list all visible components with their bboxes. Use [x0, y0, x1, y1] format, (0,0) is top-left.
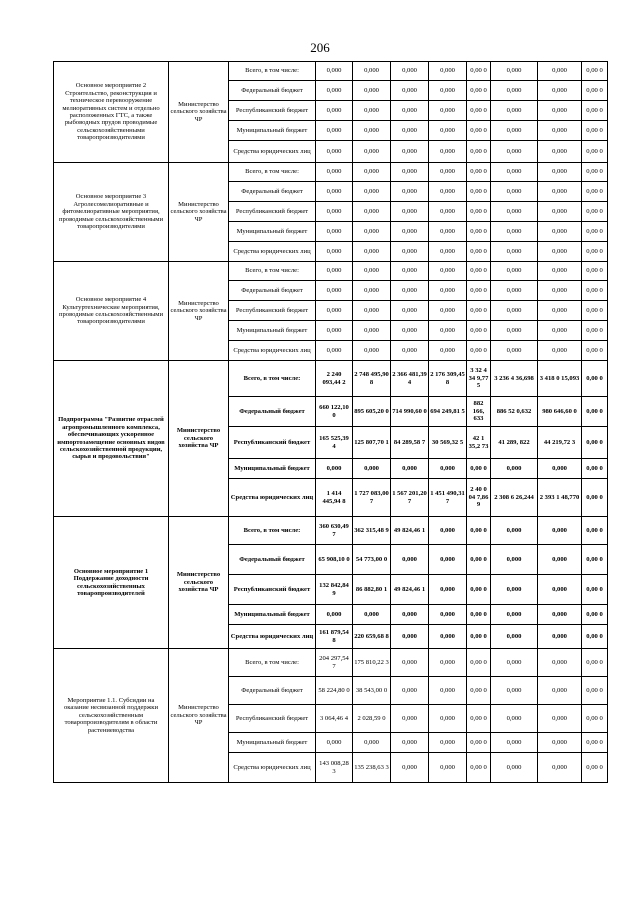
- value-cell: 0,000: [429, 202, 467, 222]
- value-cell: 0,000: [316, 281, 353, 301]
- value-cell: 49 824,46 1: [391, 517, 429, 545]
- value-cell: 0,00 0: [582, 341, 608, 361]
- value-cell: 0,000: [429, 341, 467, 361]
- funding-source-cell: Муниципальный бюджет: [229, 733, 316, 753]
- value-cell: 0,00 0: [467, 605, 491, 625]
- value-cell: 0,00 0: [582, 222, 608, 242]
- value-cell: 0,00 0: [467, 262, 491, 281]
- value-cell: 0,00 0: [582, 427, 608, 459]
- value-cell: 2 028,59 0: [353, 705, 391, 733]
- value-cell: 44 219,72 3: [538, 427, 582, 459]
- value-cell: 0,000: [538, 101, 582, 121]
- value-cell: 0,000: [538, 182, 582, 202]
- value-cell: 0,00 0: [467, 62, 491, 81]
- value-cell: 0,000: [538, 281, 582, 301]
- value-cell: 38 543,00 0: [353, 677, 391, 705]
- value-cell: 3 064,46 4: [316, 705, 353, 733]
- funding-source-cell: Республиканский бюджет: [229, 301, 316, 321]
- value-cell: 0,00 0: [467, 182, 491, 202]
- table-row: [54, 649, 608, 677]
- value-cell: 175 810,22 3: [353, 649, 391, 677]
- value-cell: 49 824,46 1: [391, 575, 429, 605]
- value-cell: 0,000: [491, 202, 538, 222]
- funding-source-cell: Федеральный бюджет: [229, 677, 316, 705]
- value-cell: 0,000: [538, 163, 582, 182]
- value-cell: 0,000: [429, 649, 467, 677]
- value-cell: 0,000: [491, 141, 538, 163]
- value-cell: 0,00 0: [582, 705, 608, 733]
- value-cell: 0,000: [353, 101, 391, 121]
- value-cell: 2 366 481,39 4: [391, 361, 429, 397]
- value-cell: 0,000: [353, 733, 391, 753]
- value-cell: 0,000: [353, 605, 391, 625]
- value-cell: 0,000: [538, 141, 582, 163]
- value-cell: 0,000: [538, 677, 582, 705]
- value-cell: 0,000: [429, 321, 467, 341]
- funding-source-cell: Всего, в том числе:: [229, 361, 316, 397]
- value-cell: 0,000: [538, 705, 582, 733]
- value-cell: 0,00 0: [467, 677, 491, 705]
- value-cell: 895 605,20 0: [353, 397, 391, 427]
- value-cell: 0,000: [491, 753, 538, 783]
- value-cell: 0,000: [491, 163, 538, 182]
- value-cell: 0,000: [491, 649, 538, 677]
- value-cell: 0,00 0: [582, 101, 608, 121]
- value-cell: 0,000: [429, 301, 467, 321]
- value-cell: 0,000: [491, 281, 538, 301]
- value-cell: 0,00 0: [582, 262, 608, 281]
- value-cell: 0,000: [538, 649, 582, 677]
- funding-source-cell: Средства юридических лиц: [229, 625, 316, 649]
- value-cell: 0,000: [316, 141, 353, 163]
- page-number: 206: [310, 40, 330, 55]
- value-cell: 0,00 0: [467, 101, 491, 121]
- funding-source-cell: Республиканский бюджет: [229, 705, 316, 733]
- funding-source-cell: Всего, в том числе:: [229, 517, 316, 545]
- program-name-cell: Подпрограмма "Развитие отраслей агропромышленного комплекса, обеспечивающих ускоренное импортозамещение основных видов сельскохозяйственной продукции, сырья и продовольствия": [54, 361, 169, 517]
- value-cell: 0,00 0: [582, 301, 608, 321]
- value-cell: 0,000: [429, 733, 467, 753]
- table-row: [54, 62, 608, 81]
- funding-source-cell: Федеральный бюджет: [229, 397, 316, 427]
- value-cell: 0,00 0: [467, 301, 491, 321]
- value-cell: 0,00 0: [467, 753, 491, 783]
- value-cell: 0,000: [353, 301, 391, 321]
- value-cell: 0,00 0: [582, 733, 608, 753]
- value-cell: 0,000: [429, 222, 467, 242]
- table-row: [54, 361, 608, 397]
- funding-source-cell: Республиканский бюджет: [229, 575, 316, 605]
- value-cell: 58 224,80 0: [316, 677, 353, 705]
- value-cell: 1 727 083,00 7: [353, 479, 391, 517]
- value-cell: 0,000: [353, 163, 391, 182]
- value-cell: 0,000: [429, 81, 467, 101]
- value-cell: 0,000: [353, 81, 391, 101]
- value-cell: 0,000: [429, 141, 467, 163]
- value-cell: 0,000: [316, 121, 353, 141]
- value-cell: 0,000: [391, 242, 429, 262]
- value-cell: 714 990,60 0: [391, 397, 429, 427]
- value-cell: 0,000: [316, 321, 353, 341]
- value-cell: 132 842,84 9: [316, 575, 353, 605]
- value-cell: 0,00 0: [582, 62, 608, 81]
- value-cell: 0,00 0: [582, 321, 608, 341]
- value-cell: 0,00 0: [582, 545, 608, 575]
- value-cell: 0,000: [429, 459, 467, 479]
- funding-source-cell: Муниципальный бюджет: [229, 459, 316, 479]
- value-cell: 0,000: [538, 121, 582, 141]
- value-cell: 694 249,81 5: [429, 397, 467, 427]
- value-cell: 0,000: [491, 605, 538, 625]
- value-cell: 0,000: [538, 605, 582, 625]
- value-cell: 0,000: [353, 141, 391, 163]
- value-cell: 0,000: [316, 341, 353, 361]
- value-cell: 0,00 0: [582, 677, 608, 705]
- value-cell: 2 40 0 04 7,86 9: [467, 479, 491, 517]
- program-name-cell: Основное мероприятие 4 Культуртехнические мероприятия, проводимые сельскохозяйственными товаропроизводителями: [54, 262, 169, 361]
- funding-source-cell: Всего, в том числе:: [229, 649, 316, 677]
- value-cell: 0,000: [538, 459, 582, 479]
- value-cell: 0,00 0: [467, 222, 491, 242]
- funding-source-cell: Федеральный бюджет: [229, 182, 316, 202]
- value-cell: 0,000: [391, 649, 429, 677]
- value-cell: 0,00 0: [467, 341, 491, 361]
- value-cell: 0,00 0: [582, 605, 608, 625]
- value-cell: 0,000: [391, 605, 429, 625]
- value-cell: 0,000: [429, 625, 467, 649]
- value-cell: 0,00 0: [467, 545, 491, 575]
- value-cell: 0,00 0: [582, 281, 608, 301]
- program-name-cell: Основное мероприятие 2 Строительство, реконструкция и техническое перевооружение мелиоративных систем и отдельно расположенных ГТС, а также рыбоводных прудов проводимые сельскохозяйственными товаропроизводителями: [54, 62, 169, 163]
- value-cell: 886 52 0,632: [491, 397, 538, 427]
- value-cell: 0,00 0: [582, 625, 608, 649]
- funding-source-cell: Средства юридических лиц: [229, 753, 316, 783]
- value-cell: 0,000: [391, 705, 429, 733]
- value-cell: 84 289,58 7: [391, 427, 429, 459]
- value-cell: 0,000: [538, 517, 582, 545]
- table-row: [54, 517, 608, 545]
- value-cell: 0,000: [429, 545, 467, 575]
- value-cell: 882 166, 633: [467, 397, 491, 427]
- value-cell: 125 807,70 1: [353, 427, 391, 459]
- program-name-cell: Мероприятие 1.1. Субсидии на оказание несвязанной поддержки сельскохозяйственным товаропроизводителям в области растениеводства: [54, 649, 169, 783]
- funding-source-cell: Муниципальный бюджет: [229, 605, 316, 625]
- value-cell: 0,000: [353, 62, 391, 81]
- funding-source-cell: Муниципальный бюджет: [229, 121, 316, 141]
- executor-cell: Министерство сельского хозяйства ЧР: [169, 361, 229, 517]
- funding-source-cell: Средства юридических лиц: [229, 242, 316, 262]
- value-cell: 0,00 0: [467, 281, 491, 301]
- value-cell: 2 240 093,44 2: [316, 361, 353, 397]
- value-cell: 0,00 0: [467, 625, 491, 649]
- value-cell: 0,000: [491, 517, 538, 545]
- value-cell: 0,000: [429, 242, 467, 262]
- executor-cell: Министерство сельского хозяйства ЧР: [169, 649, 229, 783]
- value-cell: 0,000: [538, 202, 582, 222]
- value-cell: 0,000: [491, 182, 538, 202]
- value-cell: 0,000: [538, 242, 582, 262]
- value-cell: 0,000: [316, 62, 353, 81]
- value-cell: 0,000: [391, 163, 429, 182]
- value-cell: 0,00 0: [467, 163, 491, 182]
- value-cell: 0,000: [391, 753, 429, 783]
- value-cell: 0,000: [491, 222, 538, 242]
- value-cell: 0,000: [391, 321, 429, 341]
- value-cell: 0,00 0: [467, 733, 491, 753]
- value-cell: 161 879,54 8: [316, 625, 353, 649]
- value-cell: 135 238,63 3: [353, 753, 391, 783]
- value-cell: 3 32 4 34 9,77 5: [467, 361, 491, 397]
- program-name-cell: Основное мероприятие 3 Агролесомелиоративные и фитомелиоративные мероприятия, проводимые сельскохозяйственными товаропроизводителями: [54, 163, 169, 262]
- value-cell: 0,000: [538, 733, 582, 753]
- value-cell: 0,000: [491, 242, 538, 262]
- funding-source-cell: Республиканский бюджет: [229, 202, 316, 222]
- value-cell: 0,000: [538, 262, 582, 281]
- value-cell: 0,000: [491, 262, 538, 281]
- value-cell: 660 122,10 0: [316, 397, 353, 427]
- table-row: [54, 262, 608, 281]
- value-cell: 980 646,60 0: [538, 397, 582, 427]
- value-cell: 0,000: [538, 81, 582, 101]
- value-cell: 204 297,54 7: [316, 649, 353, 677]
- value-cell: 0,000: [429, 121, 467, 141]
- funding-source-cell: Средства юридических лиц: [229, 479, 316, 517]
- program-name-cell: Основное мероприятие 1 Поддержание доходности сельскохозяйственных товаропроизводителей: [54, 517, 169, 649]
- value-cell: 0,000: [491, 575, 538, 605]
- value-cell: 0,000: [491, 705, 538, 733]
- funding-source-cell: Всего, в том числе:: [229, 262, 316, 281]
- value-cell: 0,00 0: [467, 81, 491, 101]
- value-cell: 0,000: [538, 222, 582, 242]
- value-cell: 0,000: [353, 202, 391, 222]
- value-cell: 0,000: [429, 262, 467, 281]
- budget-table: [53, 61, 608, 783]
- value-cell: 0,000: [391, 301, 429, 321]
- value-cell: 0,000: [491, 301, 538, 321]
- value-cell: 0,000: [316, 301, 353, 321]
- value-cell: 0,000: [429, 677, 467, 705]
- value-cell: 0,000: [491, 677, 538, 705]
- value-cell: 1 414 445,94 8: [316, 479, 353, 517]
- value-cell: 0,000: [429, 281, 467, 301]
- value-cell: 0,00 0: [467, 121, 491, 141]
- value-cell: 0,000: [491, 101, 538, 121]
- value-cell: 2 308 6 26,244: [491, 479, 538, 517]
- value-cell: 0,000: [316, 222, 353, 242]
- value-cell: 0,000: [316, 262, 353, 281]
- value-cell: 0,00 0: [467, 705, 491, 733]
- funding-source-cell: Средства юридических лиц: [229, 341, 316, 361]
- value-cell: 360 630,49 7: [316, 517, 353, 545]
- executor-cell: Министерство сельского хозяйства ЧР: [169, 62, 229, 163]
- value-cell: 0,000: [429, 182, 467, 202]
- value-cell: 0,000: [538, 625, 582, 649]
- value-cell: 0,000: [316, 163, 353, 182]
- value-cell: 0,000: [429, 575, 467, 605]
- value-cell: 0,000: [316, 459, 353, 479]
- table-row: [54, 163, 608, 182]
- funding-source-cell: Муниципальный бюджет: [229, 321, 316, 341]
- value-cell: 0,000: [391, 121, 429, 141]
- executor-cell: Министерство сельского хозяйства ЧР: [169, 517, 229, 649]
- value-cell: 0,00 0: [582, 397, 608, 427]
- value-cell: 0,000: [353, 281, 391, 301]
- value-cell: 2 393 1 48,770: [538, 479, 582, 517]
- value-cell: 0,000: [538, 545, 582, 575]
- value-cell: 65 908,10 0: [316, 545, 353, 575]
- value-cell: 0,00 0: [467, 649, 491, 677]
- value-cell: 0,000: [491, 545, 538, 575]
- value-cell: 0,000: [391, 202, 429, 222]
- value-cell: 0,000: [429, 163, 467, 182]
- value-cell: 0,000: [353, 262, 391, 281]
- value-cell: 2 748 495,90 8: [353, 361, 391, 397]
- value-cell: 0,000: [429, 753, 467, 783]
- value-cell: 0,000: [391, 459, 429, 479]
- value-cell: 0,000: [391, 262, 429, 281]
- value-cell: 0,00 0: [582, 361, 608, 397]
- value-cell: 1 451 490,31 7: [429, 479, 467, 517]
- value-cell: 86 882,80 1: [353, 575, 391, 605]
- value-cell: 0,000: [353, 121, 391, 141]
- funding-source-cell: Муниципальный бюджет: [229, 222, 316, 242]
- value-cell: 0,000: [429, 605, 467, 625]
- value-cell: 0,000: [491, 321, 538, 341]
- value-cell: 0,00 0: [582, 163, 608, 182]
- value-cell: 0,000: [316, 605, 353, 625]
- value-cell: 0,00 0: [582, 459, 608, 479]
- value-cell: 0,00 0: [582, 202, 608, 222]
- value-cell: 0,000: [316, 101, 353, 121]
- value-cell: 0,000: [491, 459, 538, 479]
- value-cell: 0,000: [391, 281, 429, 301]
- funding-source-cell: Федеральный бюджет: [229, 81, 316, 101]
- value-cell: 165 525,39 4: [316, 427, 353, 459]
- value-cell: 0,000: [429, 517, 467, 545]
- value-cell: 2 176 309,45 8: [429, 361, 467, 397]
- value-cell: 0,000: [391, 222, 429, 242]
- value-cell: 0,000: [429, 705, 467, 733]
- value-cell: 0,00 0: [582, 575, 608, 605]
- funding-source-cell: Всего, в том числе:: [229, 163, 316, 182]
- value-cell: 0,000: [429, 62, 467, 81]
- value-cell: 0,000: [353, 341, 391, 361]
- value-cell: 0,000: [491, 341, 538, 361]
- value-cell: 0,000: [538, 753, 582, 783]
- executor-cell: Министерство сельского хозяйства ЧР: [169, 163, 229, 262]
- value-cell: 0,00 0: [582, 649, 608, 677]
- value-cell: 54 773,00 0: [353, 545, 391, 575]
- funding-source-cell: Федеральный бюджет: [229, 281, 316, 301]
- value-cell: 0,000: [316, 202, 353, 222]
- value-cell: 0,00 0: [582, 182, 608, 202]
- value-cell: 0,000: [353, 242, 391, 262]
- value-cell: 0,00 0: [582, 141, 608, 163]
- value-cell: 0,000: [316, 81, 353, 101]
- value-cell: 0,000: [491, 62, 538, 81]
- value-cell: 0,000: [491, 121, 538, 141]
- value-cell: 1 567 201,20 7: [391, 479, 429, 517]
- value-cell: 0,00 0: [582, 242, 608, 262]
- value-cell: 0,000: [538, 301, 582, 321]
- value-cell: 0,000: [353, 182, 391, 202]
- executor-cell: Министерство сельского хозяйства ЧР: [169, 262, 229, 361]
- value-cell: 42 1 35,2 73: [467, 427, 491, 459]
- value-cell: 0,000: [391, 62, 429, 81]
- value-cell: 0,00 0: [467, 575, 491, 605]
- value-cell: 0,00 0: [582, 479, 608, 517]
- funding-source-cell: Средства юридических лиц: [229, 141, 316, 163]
- value-cell: 0,000: [538, 62, 582, 81]
- funding-source-cell: Республиканский бюджет: [229, 427, 316, 459]
- value-cell: 41 289, 822: [491, 427, 538, 459]
- value-cell: 0,000: [391, 733, 429, 753]
- value-cell: 0,000: [491, 81, 538, 101]
- value-cell: 0,00 0: [467, 202, 491, 222]
- value-cell: 0,00 0: [467, 321, 491, 341]
- value-cell: 30 569,32 5: [429, 427, 467, 459]
- funding-source-cell: Всего, в том числе:: [229, 62, 316, 81]
- value-cell: 0,000: [391, 545, 429, 575]
- value-cell: 0,000: [353, 459, 391, 479]
- value-cell: 0,000: [316, 242, 353, 262]
- value-cell: 3 418 0 15,093: [538, 361, 582, 397]
- value-cell: 0,000: [538, 341, 582, 361]
- value-cell: 0,00 0: [467, 517, 491, 545]
- value-cell: 0,000: [491, 625, 538, 649]
- value-cell: 0,000: [538, 575, 582, 605]
- value-cell: 0,00 0: [582, 121, 608, 141]
- value-cell: 0,000: [391, 182, 429, 202]
- value-cell: 0,000: [391, 81, 429, 101]
- value-cell: 0,00 0: [582, 753, 608, 783]
- funding-source-cell: Федеральный бюджет: [229, 545, 316, 575]
- value-cell: 0,000: [353, 321, 391, 341]
- value-cell: 220 659,68 8: [353, 625, 391, 649]
- value-cell: 0,000: [391, 341, 429, 361]
- value-cell: 362 315,48 9: [353, 517, 391, 545]
- value-cell: 0,000: [316, 182, 353, 202]
- value-cell: 0,000: [391, 141, 429, 163]
- value-cell: 0,000: [391, 101, 429, 121]
- value-cell: 0,000: [538, 321, 582, 341]
- value-cell: 0,00 0: [582, 517, 608, 545]
- value-cell: 0,000: [491, 733, 538, 753]
- value-cell: 0,000: [429, 101, 467, 121]
- value-cell: 143 008,28 3: [316, 753, 353, 783]
- value-cell: 0,000: [316, 733, 353, 753]
- value-cell: 0,00 0: [467, 141, 491, 163]
- value-cell: 0,00 0: [467, 459, 491, 479]
- funding-source-cell: Республиканский бюджет: [229, 101, 316, 121]
- value-cell: 0,000: [391, 625, 429, 649]
- value-cell: 0,00 0: [467, 242, 491, 262]
- value-cell: 0,000: [353, 222, 391, 242]
- value-cell: 0,00 0: [582, 81, 608, 101]
- value-cell: 0,000: [391, 677, 429, 705]
- value-cell: 3 236 4 36,698: [491, 361, 538, 397]
